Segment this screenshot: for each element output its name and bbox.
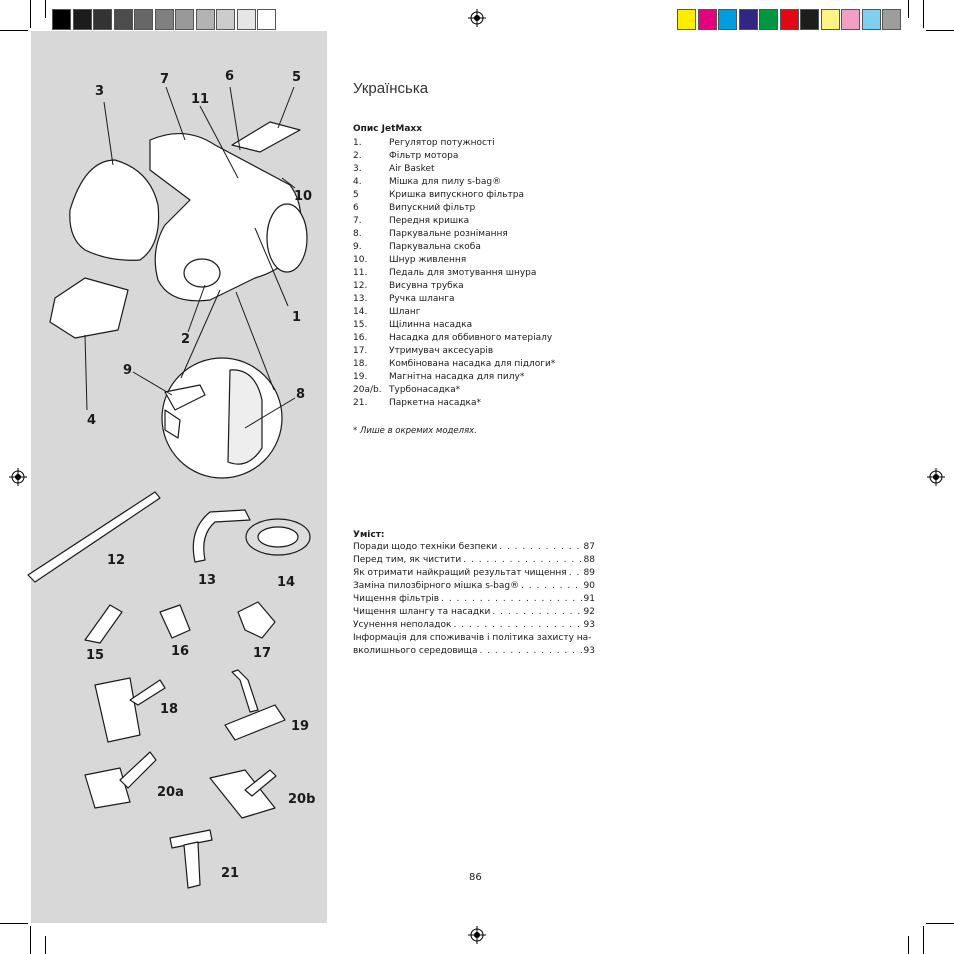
part-item: [353, 254, 555, 267]
wheel-drawing: [267, 204, 307, 272]
part-item: [353, 345, 555, 358]
toc-leader-dots: [479, 645, 581, 658]
toc-entry-title: Перед тим, як чистити: [353, 555, 462, 565]
toc-entry[interactable]: [353, 580, 595, 593]
toc-entry-page: 87: [583, 542, 595, 552]
toc-entry[interactable]: [353, 632, 595, 645]
part-item: [353, 228, 555, 241]
exhaust-cover-drawing: [232, 122, 300, 152]
part-label: Комбінована насадка для підлоги*: [389, 359, 556, 369]
part-number: 17.: [353, 346, 368, 356]
figure-label-19: 19: [291, 719, 310, 734]
toc-entry-title: Як отримати найкращий результат чищення: [353, 568, 567, 578]
toc-entry-title: Інформація для споживачів і політика захисту на-: [353, 633, 592, 643]
part-label: Щілинна насадка: [389, 320, 473, 330]
figure-label-11: 11: [191, 92, 210, 107]
part-item: [353, 358, 555, 371]
part-label: Паркувальна скоба: [389, 242, 481, 252]
figure-label-12: 12: [107, 553, 126, 568]
description-heading: Опис JetMaxx: [353, 124, 423, 134]
part-label: Паркетна насадка*: [389, 398, 482, 408]
part-label: Утримувач аксесуарів: [389, 346, 494, 356]
part-number: 9.: [353, 242, 362, 252]
part-number: 7.: [353, 216, 362, 226]
toc-entry-page: 92: [583, 607, 595, 617]
toc-entry-page: 90: [583, 581, 595, 591]
part-label: Педаль для змотування шнура: [389, 268, 537, 278]
part-item: [353, 306, 555, 319]
figure-label-4: 4: [87, 413, 97, 428]
part-item: [353, 397, 555, 410]
toc-leader-dots: [453, 619, 581, 632]
part-number: 14.: [353, 307, 368, 317]
toc-entry-continued[interactable]: [353, 645, 595, 658]
part-label: Висувна трубка: [389, 281, 464, 291]
combination-nozzle-drawing: [95, 678, 140, 742]
toc-leader-dots: [521, 580, 581, 593]
figure-label-9: 9: [123, 363, 133, 378]
figure-label-17: 17: [253, 646, 272, 661]
part-item: [353, 137, 555, 150]
toc-entry-title: вколишнього середовища: [353, 646, 478, 656]
figure-label-13: 13: [198, 573, 217, 588]
toc-entry-page: 93: [583, 646, 595, 656]
figure-label-16: 16: [171, 644, 190, 659]
figure-label-10: 10: [294, 189, 313, 204]
toc-entry[interactable]: [353, 567, 595, 580]
part-label: Турбонасадка*: [389, 385, 461, 395]
figure-label-2: 2: [181, 332, 191, 347]
figure-label-6: 6: [225, 69, 235, 84]
crevice-nozzle-drawing: [85, 605, 122, 643]
table-of-contents: [353, 541, 595, 658]
accessory-holder-drawing: [238, 602, 275, 638]
dust-bag-drawing: [50, 278, 128, 338]
part-number: 13.: [353, 294, 368, 304]
figure-label-7: 7: [160, 72, 170, 87]
part-item: [353, 163, 555, 176]
figure-label-20a: 20a: [157, 785, 184, 800]
part-item: [353, 319, 555, 332]
part-item: [353, 267, 555, 280]
turbo-nozzle-a-drawing: [85, 768, 130, 808]
figure-label-20b: 20b: [288, 792, 316, 807]
part-label: Випускний фільтр: [389, 203, 476, 213]
part-label: Фільтр мотора: [389, 151, 459, 161]
page-title: Українська: [353, 80, 429, 97]
part-number: 16.: [353, 333, 368, 343]
contents-heading: Уміст:: [353, 530, 385, 540]
toc-entry-page: 93: [583, 620, 595, 630]
part-label: Регулятор потужності: [389, 138, 495, 148]
part-number: 3.: [353, 164, 362, 174]
part-number: 15.: [353, 320, 368, 330]
toc-entry-title: Усунення неполадок: [353, 620, 452, 630]
part-number: 5: [353, 190, 359, 200]
part-label: Ручка шланга: [389, 294, 455, 304]
figure-label-14: 14: [277, 575, 296, 590]
toc-leader-dots: [492, 606, 581, 619]
front-filter-drawing: [184, 259, 220, 287]
part-label: Передня кришка: [389, 216, 470, 226]
toc-entry-title: Чищення фільтрів: [353, 594, 440, 604]
part-label: Магнітна насадка для пилу*: [389, 372, 525, 382]
toc-entry-title: Заміна пилозбірного мішка s-bag®: [353, 581, 520, 591]
hose-handle-drawing: [193, 510, 250, 562]
toc-entry-page: 89: [583, 568, 595, 578]
part-number: 2.: [353, 151, 362, 161]
toc-entry-title: Поради щодо техніки безпеки: [353, 542, 498, 552]
figure-label-21: 21: [221, 866, 240, 881]
figure-label-15: 15: [86, 648, 105, 663]
page-number: 86: [469, 872, 482, 883]
toc-entry-page: 91: [583, 594, 595, 604]
part-item: [353, 189, 555, 202]
part-item: [353, 371, 555, 384]
telescopic-tube-drawing: [28, 492, 160, 582]
toc-leader-dots: [569, 567, 582, 580]
part-item: [353, 280, 555, 293]
part-label: Мішка для пилу s-bag®: [389, 177, 502, 187]
part-number: 10.: [353, 255, 368, 265]
part-item: [353, 293, 555, 306]
part-number: 21.: [353, 398, 368, 408]
part-item: [353, 215, 555, 228]
part-item: [353, 332, 555, 345]
part-item: [353, 202, 555, 215]
footnote: * Лише в окремих моделях.: [353, 426, 477, 436]
part-label: Шнур живлення: [389, 255, 467, 265]
part-item: [353, 384, 555, 397]
part-number: 1.: [353, 138, 362, 148]
part-number: 20a/b.: [353, 385, 382, 395]
toc-entry-title: Чищення шлангу та насадки: [353, 607, 491, 617]
upholstery-nozzle-drawing: [160, 605, 190, 638]
parts-list: [353, 137, 555, 410]
part-item: [353, 150, 555, 163]
part-item: [353, 176, 555, 189]
part-label: Кришка випускного фільтра: [389, 190, 524, 200]
figure-label-3: 3: [95, 84, 105, 99]
air-basket-drawing: [70, 160, 159, 260]
part-number: 19.: [353, 372, 368, 382]
toc-leader-dots: [441, 593, 581, 606]
part-number: 12.: [353, 281, 368, 291]
toc-entry-page: 88: [583, 555, 595, 565]
toc-entry[interactable]: [353, 593, 595, 606]
toc-entry[interactable]: [353, 554, 595, 567]
toc-entry[interactable]: [353, 619, 595, 632]
part-label: Air Basket: [389, 164, 435, 174]
detail-zoom-circle: [162, 358, 282, 478]
toc-leader-dots: [499, 541, 581, 554]
part-label: Насадка для оббивного матеріалу: [389, 333, 553, 343]
part-number: 18.: [353, 359, 368, 369]
part-number: 11.: [353, 268, 368, 278]
figure-label-18: 18: [160, 702, 179, 717]
part-number: 4.: [353, 177, 362, 187]
toc-entry[interactable]: [353, 606, 595, 619]
part-number: 8.: [353, 229, 362, 239]
part-label: Шланг: [389, 307, 421, 317]
part-item: [353, 241, 555, 254]
toc-leader-dots: [463, 554, 581, 567]
part-label: Паркувальне рознімання: [389, 229, 508, 239]
figure-label-1: 1: [292, 310, 302, 325]
part-number: 6: [353, 203, 359, 213]
toc-entry[interactable]: [353, 541, 595, 554]
figure-label-8: 8: [296, 387, 306, 402]
figure-label-5: 5: [292, 70, 302, 85]
